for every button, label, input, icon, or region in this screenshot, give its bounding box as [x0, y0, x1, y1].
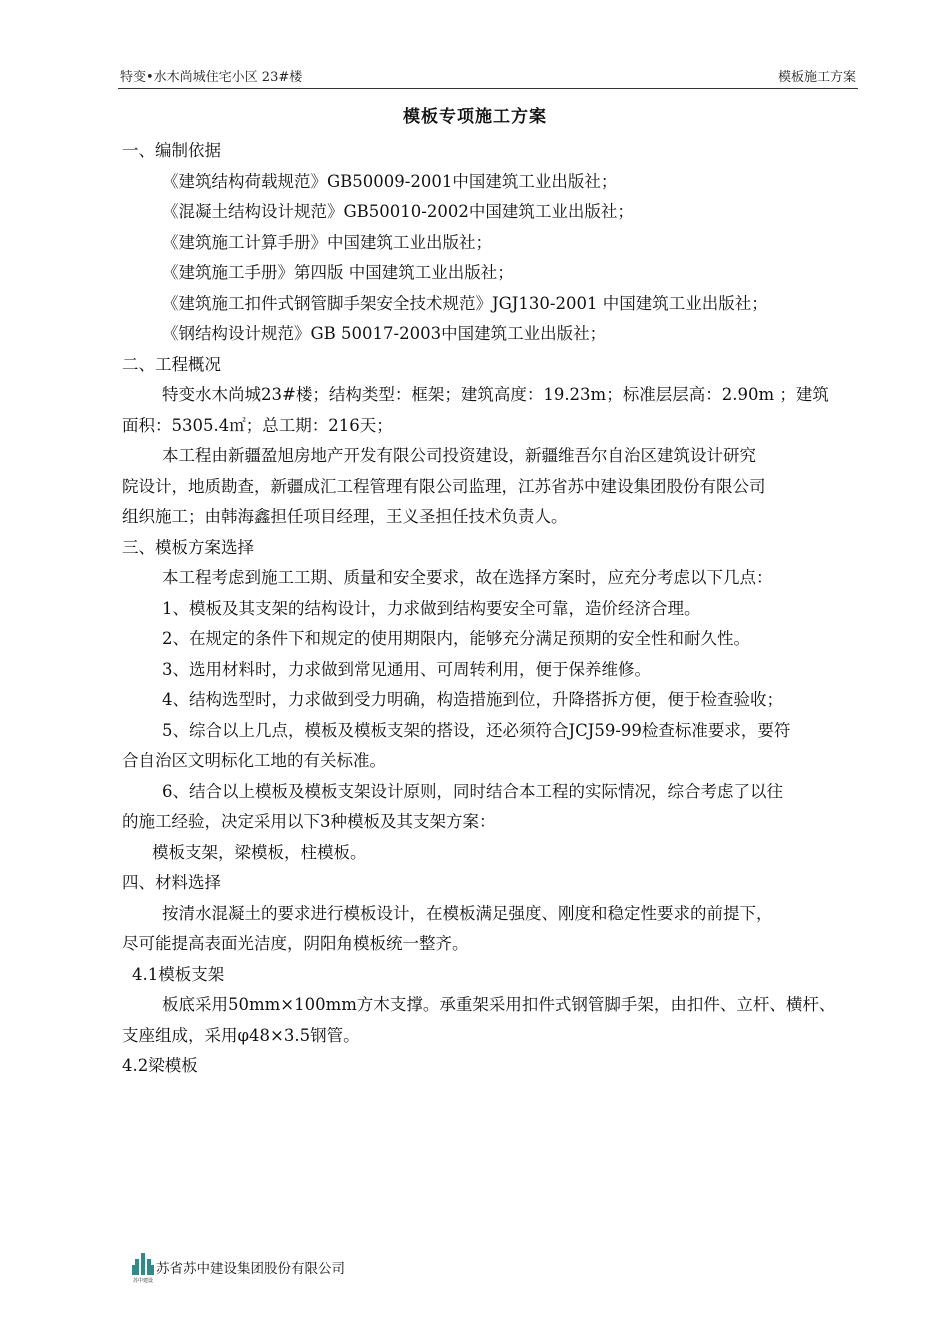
list-item: 5、综合以上几点，模板及模板支架的搭设，还必须符合JCJ59-99检查标准要求，要符 — [162, 720, 791, 740]
logo-caption: 苏中建设 — [132, 1278, 154, 1284]
reference-item: 《建筑结构荷载规范》GB50009-2001中国建筑工业出版社； — [162, 171, 618, 191]
header-divider — [118, 88, 858, 89]
subsection-heading: 4.1模板支架 — [132, 964, 225, 984]
list-item: 3、选用材料时，力求做到常见通用、可周转利用，便于保养维修。 — [162, 659, 651, 679]
subsection-heading: 4.2梁模板 — [122, 1056, 198, 1075]
reference-item: 《建筑施工扣件式钢管脚手架安全技术规范》JGJ130-2001 中国建筑工业出版社； — [162, 293, 768, 313]
paragraph-line: 尽可能提高表面光洁度，阴阳角模板统一整齐。 — [122, 934, 469, 953]
paragraph-line: 按清水混凝土的要求进行模板设计，在模板满足强度、刚度和稳定性要求的前提下， — [162, 903, 773, 923]
paragraph-line: 特变水木尚城23#楼；结构类型：框架；建筑高度：19.23m；标准层层高：2.90m ；建筑 — [162, 385, 829, 404]
paragraph-line: 组织施工；由韩海鑫担任项目经理，王义圣担任技术负责人。 — [122, 507, 568, 526]
list-item: 2、在规定的条件下和规定的使用期限内，能够充分满足预期的安全性和耐久性。 — [162, 629, 750, 648]
section-heading-3: 三、模板方案选择 — [122, 537, 254, 557]
paragraph-line: 支座组成，采用φ48×3.5钢管。 — [122, 1025, 360, 1045]
header-doc-type: 模板施工方案 — [777, 70, 856, 85]
list-item: 4、结构选型时，力求做到受力明确，构造措施到位，升降搭拆方便，便于检查验收； — [162, 690, 783, 709]
paragraph-line: 板底采用50mm×100mm方木支撑。承重架采用扣件式钢管脚手架，由扣件、立杆、横杆、 — [162, 995, 836, 1014]
reference-item: 《建筑施工手册》第四版 中国建筑工业出版社； — [162, 263, 514, 282]
paragraph-line: 院设计，地质勘查，新疆成汇工程管理有限公司监理，江苏省苏中建设集团股份有限公司 — [122, 476, 766, 496]
paragraph-line: 面积：5305.4㎡；总工期：216天； — [122, 415, 393, 435]
header-project-name: 特变•水木尚城住宅小区 23#楼 — [120, 70, 303, 85]
reference-item: 《钢结构设计规范》GB 50017-2003中国建筑工业出版社； — [162, 324, 607, 343]
list-item-continued: 合自治区文明标化工地的有关标准。 — [122, 751, 386, 770]
section-heading-1: 一、编制依据 — [122, 141, 221, 160]
paragraph-line: 本工程由新疆盈旭房地产开发有限公司投资建设，新疆维吾尔自治区建筑设计研究 — [162, 446, 756, 465]
reference-item: 《混凝土结构设计规范》GB50010-2002中国建筑工业出版社； — [162, 202, 634, 221]
paragraph-line: 本工程考虑到施工工期、质量和安全要求，故在选择方案时，应充分考虑以下几点： — [162, 568, 773, 587]
list-item: 1、模板及其支架的结构设计，力求做到结构要安全可靠，造价经济合理。 — [162, 598, 701, 618]
list-item: 6、结合以上模板及模板支架设计原则，同时结合本工程的实际情况，综合考虑了以往 — [162, 781, 783, 801]
document-body — [122, 136, 862, 1082]
list-item-continued: 的施工经验，决定采用以下3种模板及其支架方案： — [122, 812, 496, 831]
reference-item: 《建筑施工计算手册》中国建筑工业出版社； — [162, 232, 492, 252]
page-footer — [130, 1250, 345, 1284]
section-heading-4: 四、材料选择 — [122, 873, 221, 892]
company-logo-icon — [130, 1250, 156, 1284]
section-heading-2: 二、工程概况 — [122, 354, 221, 374]
footer-company-name: 苏省苏中建设集团股份有限公司 — [156, 1261, 345, 1277]
page-title: 模板专项施工方案 — [403, 107, 547, 127]
paragraph-line: 模板支架，梁模板，柱模板。 — [152, 842, 367, 862]
